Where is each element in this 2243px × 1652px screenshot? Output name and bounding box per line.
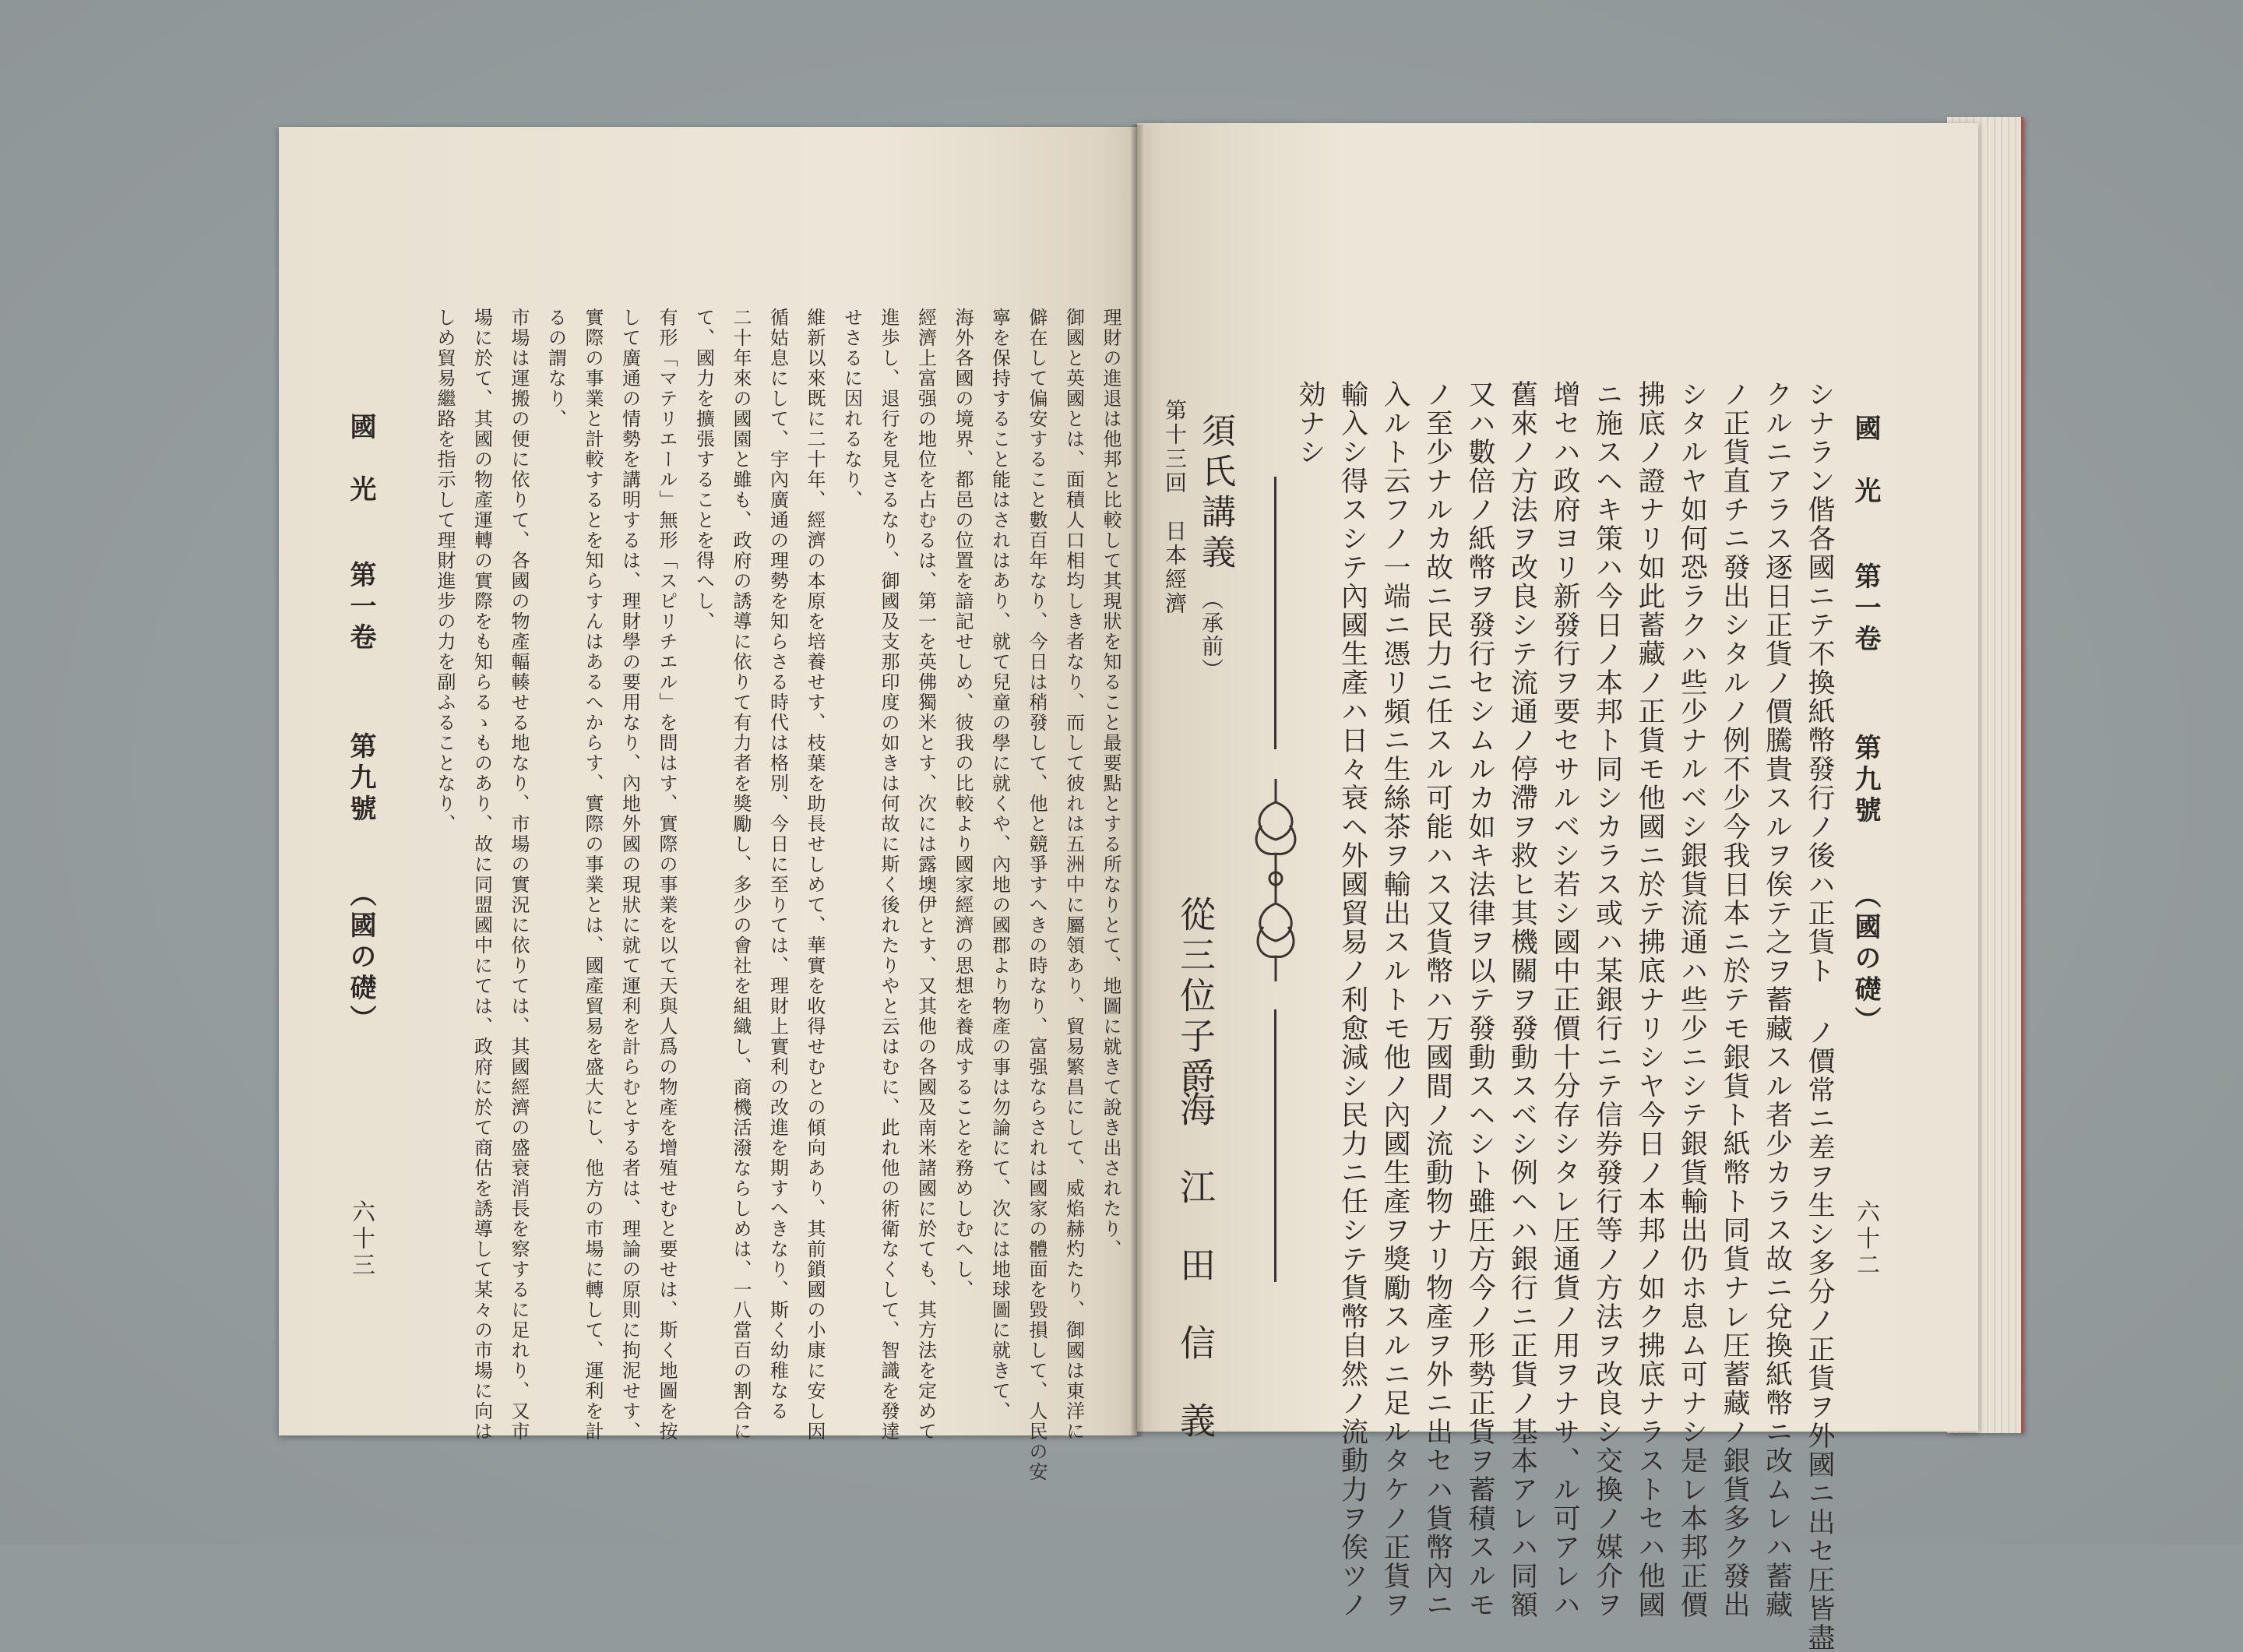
right-body-line: 入ルト云フノ一端ニ憑リ頻ニ生絲茶ヲ輸出スルトモ他ノ內國生產ヲ獎勵スルニ足ルタケノ正貨ヲ [1379, 380, 1410, 1619]
right-body-line: シタルヤ如何恐ラクハ些少ナルベシ銀貨流通ハ些少ニシテ銀貨輸出仍ホ息ム可ナシ是レ本邦正價 [1676, 380, 1708, 1619]
author-name: 海 江 田 信 義 [1174, 1090, 1217, 1441]
left-body-line: して廣通の情勢を講明するは、理財學の要用なり、內地外國の現狀に就て運利を計らむとする者は、理論の原則に拘泥せす、 [618, 308, 641, 1442]
left-header-volume: 第一卷 [345, 561, 376, 654]
left-body-line: て、國力を擴張することを得へし、 [692, 308, 715, 632]
right-body-line: ニ施スヘキ策ハ今日ノ本邦ト同シカラス或ハ某銀行ニテ信券發行等ノ方法ヲ改良シ交換ノ媒介ヲ [1591, 380, 1623, 1619]
article-series: 第十三回 日本經濟 [1162, 399, 1188, 616]
right-header-magazine: 國 光 [1850, 414, 1881, 508]
left-body-line: 進歩し、退行を見さるなり、御國及支那印度の如きは何故に斯く後れたりやと云はむに、此れ他の術衛なくして、智識を發達 [878, 308, 900, 1442]
left-body-line: 經濟上富强の地位を占むるは、第一を英佛獨米とす、次には露墺伊とす、又其他の各國及南米諸國に於ても、其方法を定めて [914, 308, 937, 1442]
left-body-line: しめ貿易繼路を指示して理財進步の力を副ふることなり、 [434, 308, 456, 834]
right-header-section: （國の礎） [1850, 882, 1881, 1037]
article-title: 須氏講義 [1195, 413, 1235, 575]
left-body-line: 場に於て、其國の物產運轉の實際をも知らるゝものあり、故に同盟國中にては、政府に於て商估を誘導して某々の市場に向は [470, 308, 493, 1442]
left-body-line: 循姑息にして、宇內廣通の理勢を知らさる時代は格別、今日に至りては、理財上實利の改進を期すへきなり、斯く幼稚なる [766, 308, 789, 1421]
right-body-line: 輸入シ得スシテ內國生產ハ日々衰ヘ外國貿易ノ利愈減シ民力ニ任シテ貨幣自然ノ流動力ヲ俟ツノ [1336, 380, 1368, 1619]
right-header-volume: 第一卷 [1850, 562, 1881, 656]
left-body-line: 維新以來既に二十年、經濟の本原を培養せす、枝葉を助長せしめて、華實を收得せむとの傾向あり、其前鎖國の小康に安し因 [804, 308, 826, 1442]
article-rule-bottom [1274, 1009, 1276, 1282]
author-rank: 從三位子爵 [1174, 896, 1217, 1098]
right-body-line: シナラン偕各國ニテ不換紙幣發行ノ後ハ正貨ト ノ價常ニ差ヲ生シ多分ノ正貨ヲ外國ニ出セ圧皆盡 [1804, 380, 1835, 1652]
right-body-line: クルニアラス逐日正貨ノ價騰貴スルヲ俟テ之ヲ蓄藏スル者少カラス故ニ兌換紙幣ニ改ムレハ蓄藏 [1761, 380, 1793, 1619]
right-body-line: 增セハ政府ヨリ新發行ヲ要セサルベシ若シ國中正價十分存シタレ圧通貨ノ用ヲナサ、ル可アレハ [1549, 380, 1580, 1619]
left-body-line: 僻在して偏安すること數百年なり、今日は稍發して、他と競爭すへきの時なり、富强ならされは國家の體面を毀損して、人民の安 [1026, 308, 1048, 1482]
right-body-line: 効ナシ [1294, 380, 1326, 467]
left-body-line: 御國と英國とは、面積人口相均しき者なり、而して彼れは五洲中に屬領あり、貿易繁昌にして、威焰赫灼たり、御國は東洋に [1062, 308, 1085, 1442]
right-body-line: ノ至少ナルカ故ニ民力ニ任スル可能ハス又貨幣ハ万國間ノ流動物ナリ物產ヲ外ニ出セハ貨幣內ニ [1421, 380, 1453, 1619]
left-body-line: 二十年來の國園と雖も、政府の誘導に依りて有力者を獎勵し、多少の會社を組織し、商機活潑ならしめは、一八當百の割合に [730, 308, 752, 1442]
right-body-line: 舊來ノ方法ヲ改良シテ流通ノ停滯ヲ救ヒ其機關ヲ發動スベシ例ヘハ銀行ニ正貨ノ基本アレハ同額 [1506, 380, 1538, 1619]
book-gutter [1131, 125, 1143, 1437]
right-header-number: 第九號 [1850, 734, 1881, 827]
right-body-line: 又ハ數倍ノ紙幣ヲ發行セシムルカ如キ法律ヲ以テ發動スヘシト雖圧方今ノ形勢正貨ヲ蓄積スルモ [1464, 380, 1495, 1619]
left-body-line: 寧を保持すること能はされはあり、就て兒童の學に就くや、內地の國郡より物產の事は勿論にて、次には地球圖に就きて、 [988, 308, 1011, 1421]
left-body-line: せさるに因れるなり、 [840, 308, 863, 510]
left-body-line: るの謂なり、 [544, 308, 567, 429]
left-header-magazine: 國 光 [345, 413, 376, 506]
article-continued: （承前） [1199, 588, 1224, 682]
right-page-number: 六十二 [1852, 1199, 1879, 1279]
left-body-line: 理財の進退は他邦と比較して其現狀を知ること最要點とする所なりとて、地圖に就きて說き出されたり、 [1100, 308, 1122, 1259]
left-header-number: 第九號 [345, 732, 376, 826]
left-body-line: 海外各國の境界、都邑の位置を諳記せしめ、彼我の比較より國家經濟の思想を養成することを務めしむへし、 [952, 308, 974, 1300]
right-body-line: ノ正貨直チニ發出シタルノ例不少今我日本ニ於テモ銀貨ト紙幣ト同貨ナレ圧蓄藏ノ銀貨多ク發出 [1719, 380, 1750, 1619]
left-body-line: 實際の事業と計較するとを知らすんはあるへからす、實際の事業とは、國產貿易を盛大にし、他方の市場に轉して、運利を計 [582, 308, 604, 1442]
left-body-line: 有形「マテリエール」無形「スピリチエル」を問はす、實際の事業を以て天與人爲の物產を增殖せむと要せは、斯く地圖を按 [656, 308, 678, 1442]
left-header-section: （國の礎） [345, 880, 376, 1036]
article-rule-top [1274, 477, 1276, 749]
ornament-icon [1246, 779, 1305, 981]
left-page-number: 六十三 [347, 1199, 375, 1279]
right-body-line: 拂底ノ證ナリ如此蓄藏ノ正貨モ他國ニ於テ拂底ナリシヤ今日ノ本邦ノ如ク拂底ナラストセハ他國 [1634, 380, 1665, 1619]
left-body-line: 市場は運搬の便に依りて、各國の物產輻輳せる地なり、市場の實況に依りては、其國經濟の盛衰消長を察するに足れり、又市 [508, 308, 530, 1442]
